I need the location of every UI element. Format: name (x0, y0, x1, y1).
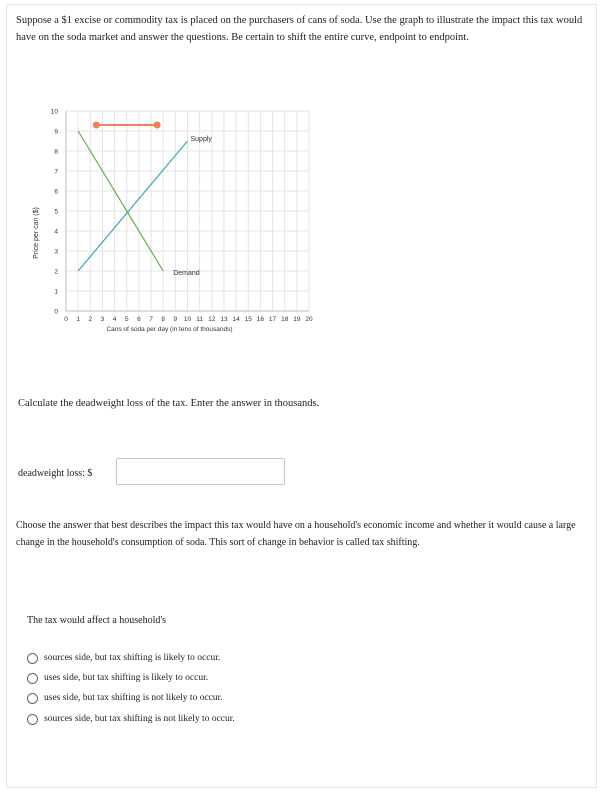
tax-line-point (154, 122, 161, 129)
option-4[interactable] (27, 712, 235, 726)
x-tick-label: 19 (293, 316, 301, 323)
tax-line-point (93, 122, 100, 129)
radio-button[interactable] (27, 653, 38, 664)
x-tick-label: 9 (173, 316, 178, 323)
x-tick-label: 0 (64, 316, 68, 323)
x-tick-label: 7 (149, 316, 153, 323)
option-1[interactable] (27, 651, 220, 665)
supply-label: Supply (190, 136, 212, 143)
supply-demand-chart[interactable] (26, 96, 326, 358)
x-tick-label: 15 (244, 316, 252, 323)
answer-stem: The tax would affect a household's (27, 615, 167, 626)
y-tick-label: 10 (50, 108, 58, 116)
deadweight-loss-label: deadweight loss: $ (18, 468, 93, 479)
y-tick-label: 3 (54, 248, 58, 256)
radio-button[interactable] (27, 673, 38, 684)
question-deadweight: Calculate the deadweight loss of the tax. Enter the answer in thousands. (18, 398, 320, 409)
demand-line (78, 131, 163, 271)
chart-svg[interactable] (26, 96, 326, 358)
demand-label: Demand (173, 270, 200, 277)
y-tick-label: 8 (54, 148, 58, 156)
y-tick-label: 9 (54, 128, 58, 136)
y-axis-label: Price per can ($) (33, 207, 40, 259)
radio-button[interactable] (27, 714, 38, 725)
x-tick-label: 8 (161, 316, 166, 323)
y-tick-label: 4 (54, 228, 58, 236)
y-tick-label: 7 (54, 168, 58, 176)
x-tick-label: 16 (256, 316, 265, 323)
option-label: uses side, but tax shifting is not likely to occur. (44, 693, 223, 703)
question-intro: Suppose a $1 excise or commodity tax is placed on the purchasers of cans of soda. Use the graph to illustrate the impact this tax would have on the soda market and answer the questions. Be certain to shift the entire curve, endpoint to endpoint. (16, 15, 583, 43)
question-tax-shifting: Choose the answer that best describes the impact this tax would have on a household's economic income and whether it would cause a large change in the household's consumption of soda. This sort of change in behavior is called tax shifting. (16, 520, 576, 548)
option-label: sources side, but tax shifting is likely to occur. (44, 653, 221, 663)
radio-button[interactable] (27, 693, 38, 704)
x-tick-label: 4 (112, 316, 117, 323)
y-tick-label: 0 (54, 308, 58, 316)
x-tick-label: 20 (305, 316, 313, 323)
x-tick-label: 2 (88, 316, 93, 323)
x-tick-label: 6 (137, 316, 141, 323)
y-tick-label: 6 (54, 188, 58, 196)
x-tick-label: 1 (76, 316, 80, 323)
x-tick-label: 18 (281, 316, 289, 323)
x-tick-label: 12 (208, 316, 216, 323)
x-tick-label: 5 (124, 316, 129, 323)
x-tick-label: 14 (232, 316, 240, 323)
option-label: sources side, but tax shifting is not likely to occur. (44, 714, 235, 724)
y-tick-label: 1 (54, 288, 58, 296)
option-2[interactable] (27, 671, 208, 685)
deadweight-loss-input[interactable] (116, 458, 285, 485)
x-tick-label: 11 (196, 316, 204, 323)
x-axis-label: Cans of soda per day (in tens of thousands) (106, 326, 233, 333)
x-tick-label: 17 (268, 316, 277, 323)
x-tick-label: 13 (220, 316, 228, 323)
x-tick-label: 3 (100, 316, 105, 323)
option-3[interactable] (27, 691, 223, 705)
y-tick-label: 2 (54, 268, 58, 276)
y-tick-label: 5 (54, 208, 58, 216)
x-tick-label: 10 (183, 316, 192, 323)
option-label: uses side, but tax shifting is likely to occur. (44, 673, 209, 683)
